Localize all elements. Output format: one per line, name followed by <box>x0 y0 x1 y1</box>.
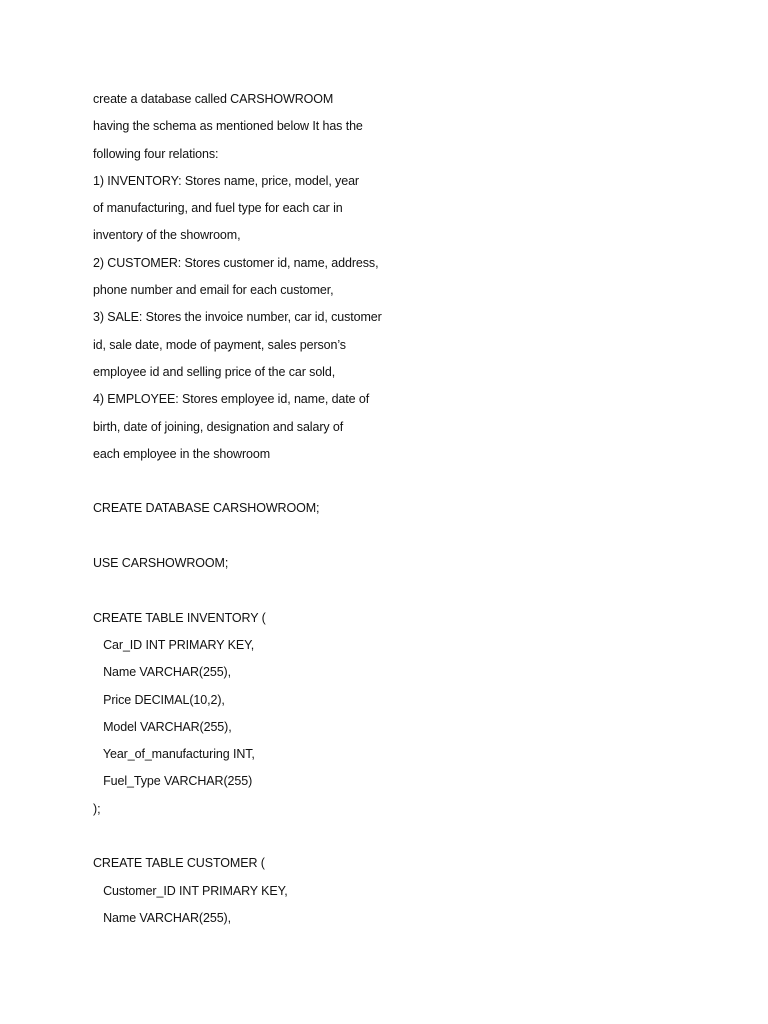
sql-line: CREATE DATABASE CARSHOWROOM; <box>93 501 320 516</box>
text-line: having the schema as mentioned below It has the <box>93 119 363 134</box>
text-line: employee id and selling price of the car sold, <box>93 364 336 379</box>
blank-line <box>93 577 713 604</box>
sql-line: Name VARCHAR(255), <box>93 910 231 925</box>
sql-line: ); <box>93 801 101 816</box>
text-line: 1) INVENTORY: Stores name, price, model, year <box>93 173 359 188</box>
text-line: following four relations: <box>93 146 219 161</box>
text-line: id, sale date, mode of payment, sales person’s <box>93 337 346 352</box>
sql-line: Car_ID INT PRIMARY KEY, <box>93 637 255 652</box>
blank-line <box>93 823 713 850</box>
sql-line: Model VARCHAR(255), <box>93 719 232 734</box>
blank-line <box>93 468 713 495</box>
sql-line: Name VARCHAR(255), <box>93 665 231 680</box>
sql-line: CREATE TABLE CUSTOMER ( <box>93 856 265 871</box>
sql-line: CREATE TABLE INVENTORY ( <box>93 610 266 625</box>
sql-line: Price DECIMAL(10,2), <box>93 692 225 707</box>
text-line: of manufacturing, and fuel type for each car in <box>93 201 343 216</box>
sql-line: Customer_ID INT PRIMARY KEY, <box>93 883 288 898</box>
sql-line: Fuel_Type VARCHAR(255) <box>93 774 253 789</box>
text-line: each employee in the showroom <box>93 446 271 461</box>
text-line: inventory of the showroom, <box>93 228 241 243</box>
text-line: 4) EMPLOYEE: Stores employee id, name, date of <box>93 392 370 407</box>
text-line: 3) SALE: Stores the invoice number, car id, customer <box>93 310 382 325</box>
text-line: phone number and email for each customer, <box>93 283 334 298</box>
text-line: 2) CUSTOMER: Stores customer id, name, address, <box>93 255 379 270</box>
text-line: birth, date of joining, designation and salary of <box>93 419 344 434</box>
sql-line: Year_of_manufacturing INT, <box>93 747 255 762</box>
blank-line <box>93 523 713 550</box>
sql-line: USE CARSHOWROOM; <box>93 556 229 571</box>
text-line: create a database called CARSHOWROOM <box>93 92 334 106</box>
document-body <box>93 86 713 932</box>
